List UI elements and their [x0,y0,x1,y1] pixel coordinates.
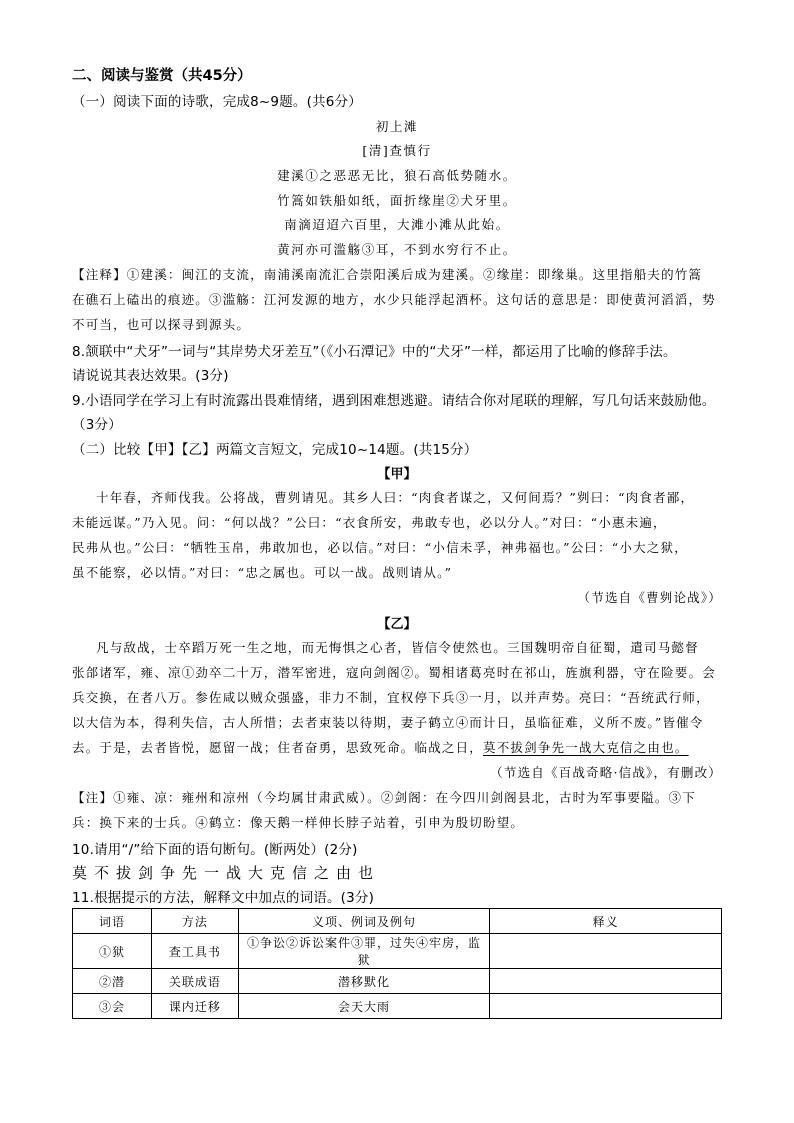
jia-line: 虽不能察，必以情。”对曰：“忠之属也。可以一战。战则请从。” [72,565,453,580]
table-cell: 潜移默化 [238,969,489,994]
table-header: 方法 [152,909,239,934]
table-row [73,934,722,969]
yi-line-text: 去。于是，去者皆悦，愿留一战；住者奋勇，思致死命。临战之日， [72,740,484,755]
table-cell: ①争讼②诉讼案件③罪，过失④牢房，监狱 [238,934,489,969]
poem-line: 南滴迢迢六百里，大滩小滩从此始。 [284,217,510,232]
jia-source: （节选自《曹刿论战》） [577,590,722,605]
vocab-table [72,908,722,1019]
answer-cell[interactable] [490,969,722,994]
jia-line: 民弗从也。”公曰：“牺牲玉帛，弗敢加也，必以信。”对曰：“小信未孚，神弗福也。”公曰：“小大之狱， [72,540,688,555]
question-9: 9.小语同学在学习上有时流露出畏难情绪，遇到困难想逃避。请结合你对尾联的理解，写几句话来鼓励他。 [72,393,716,409]
table-header: 义项、例词及例句 [238,909,489,934]
table-cell: ③会 [73,994,152,1019]
table-cell: 会天大雨 [238,994,489,1019]
part1-instruction: （一）阅读下面的诗歌，完成8~9题。(共6分） [72,94,362,110]
table-header: 词语 [73,909,152,934]
table-header-row [73,909,722,934]
yi-line [72,738,689,756]
yi-line: 以大信为本，得利失信，古人所惜；去者束装以待期，妻子鹤立④而计日，虽临征难，义所不废。”皆催令 [72,715,704,730]
table-cell: 课内迁移 [152,994,239,1019]
table-cell: 关联成语 [152,969,239,994]
yi-source: （节选自《百战奇略·信战》，有删改） [490,765,722,780]
poem-note-line: 在礁石上磕出的痕迹。③滥觞：江河发源的地方，水少只能浮起酒杯。这句话的意思是：即使黄河滔滔，势 [72,292,716,307]
poem-line: 建溪①之恶恶无比，狼石高低势随水。 [277,168,517,183]
poem-author: [清]查慎行 [362,143,432,158]
poem-line: 竹篙如铁船如纸，面折缘崖②犬牙里。 [277,193,517,208]
table-row [73,994,722,1019]
question-8: 8.颔联中“犬牙”一词与“其岸势犬牙差互”（《小石潭记》中的“犬牙”一样，都运用了比喻的修辞手法。 [72,344,677,360]
jia-line: 未能远谋。”乃入见。问：“何以战？”公曰：“衣食所安，弗敢专也，必以分人。”对曰：“小惠未遍， [72,515,667,530]
answer-cell[interactable] [490,934,722,969]
question-11: 11.根据提示的方法，解释文中加点的词语。(3分) [72,890,375,906]
jia-line: 十年春，齐师伐我。公将战，曹刿请见。其乡人曰：“肉食者谋之，又何间焉？”刿曰：“肉食者鄙， [96,490,695,505]
poem-note-line: 【注释】①建溪：闽江的支流，南浦溪南流汇合崇阳溪后成为建溪。②缘崖：即缘巢。这里指船夫的竹篙 [72,267,703,282]
table-cell: ①狱 [73,934,152,969]
question-8-cont: 请说说其表达效果。(3分) [72,368,229,384]
poem-note-line: 不可当，也可以探寻到源头。 [72,317,251,332]
table-header: 释义 [490,909,722,934]
question-10-sentence: 莫不拔剑争先一战大克信之由也 [72,864,381,882]
section-title: 二、阅读与鉴赏（共45分） [72,68,252,84]
table-row [73,969,722,994]
yi-line: 凡与敌战，士卒蹈万死一生之地，而无悔惧之心者，皆信令使然也。三国魏明帝自征蜀，遣司马懿督 [96,640,699,655]
yi-line: 兵交换，在者八万。参佐咸以贼众强盛，非力不制，宜权停下兵③一月，以并声势。亮曰：“吾统武行师， [72,690,710,705]
question-9-cont: （3分） [72,417,122,433]
poem-line: 黄河亦可滥觞③耳，不到水穷行不止。 [277,242,517,257]
yi-heading: 【乙】 [377,617,417,632]
yi-note-line: 兵：换下来的士兵。④鹤立：像天鹅一样伸长脖子站着，引申为殷切盼望。 [72,815,525,830]
yi-line: 张郃诸军，雍、凉①劲卒二十万，潜军密进，寇向剑阁②。蜀相诸葛亮时在祁山，旌旗利器，守在险要。会 [72,665,716,680]
yi-note-line: 【注】①雍、凉：雍州和凉州（今均属甘肃武威）。②剑阁：在今四川剑阁县北，古时为军事要隘。③下 [72,790,696,805]
part2-instruction: （二）比较【甲】【乙】两篇文言短文，完成10~14题。(共15分） [72,442,478,458]
table-cell: ②潜 [73,969,152,994]
answer-cell[interactable] [490,994,722,1019]
jia-heading: 【甲】 [377,467,417,482]
poem-title: 初上滩 [375,119,419,134]
table-cell: 查工具书 [152,934,239,969]
yi-underlined-sentence: 莫不拔剑争先一战大克信之由也。 [483,740,689,755]
question-10: 10.请用“/”给下面的语句断句。(断两处）(2分) [72,842,358,858]
